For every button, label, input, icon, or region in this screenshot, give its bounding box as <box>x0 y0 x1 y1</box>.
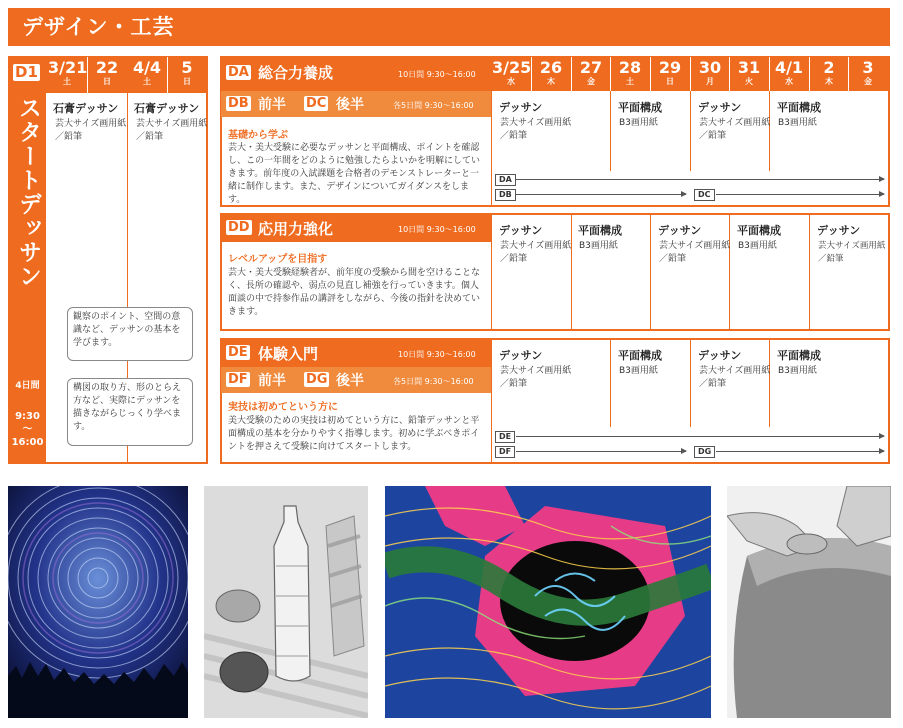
de-cell-1-title: デッサン <box>499 349 543 362</box>
db-time: 各5日間 9:30〜16:00 <box>393 101 474 110</box>
da-arrow <box>516 179 884 180</box>
dd-cell-4-detail: B3画用紙 <box>738 241 777 251</box>
date-4-1: 4/1 水 <box>774 58 804 86</box>
still-life-bottle-drawing <box>204 486 368 718</box>
de-cell-3-detail: 芸大サイズ画用紙 ／鉛筆 <box>699 366 771 389</box>
dg-tag: DG <box>694 446 715 458</box>
dg-code-badge: DG <box>306 372 328 387</box>
de-cell-2-title: 平面構成 <box>618 349 662 362</box>
d1-cell-1-title: 石膏デッサン <box>53 102 119 115</box>
date-3: 3 金 <box>862 58 874 86</box>
da-cell-2-title: 平面構成 <box>618 101 662 114</box>
dc-title: 後半 <box>336 97 364 113</box>
d1-date-4: 5 日 <box>181 58 193 86</box>
dc-arrow <box>716 194 884 195</box>
da-code-badge: DA <box>228 65 249 80</box>
de-cell-4-detail: B3画用紙 <box>778 366 817 376</box>
d1-vertical-title: スタートデッサン <box>15 96 41 288</box>
d1-time-label: 9:30 〜 16:00 <box>11 411 44 448</box>
dg-arrow <box>716 451 884 452</box>
de-tag: DE <box>495 431 515 443</box>
df-time: 各5日間 9:30〜16:00 <box>393 377 474 386</box>
dd-cell-5-detail: 芸大サイズ画用紙 ／鉛筆 <box>818 241 886 264</box>
de-time: 10日間 9:30〜16:00 <box>398 350 476 359</box>
da-cell-3-title: デッサン <box>698 101 742 114</box>
da-cell-4-title: 平面構成 <box>777 101 821 114</box>
dg-title: 後半 <box>336 373 364 389</box>
da-subhead: 基礎から学ぶ <box>228 130 288 141</box>
de-cell-4-title: 平面構成 <box>777 349 821 362</box>
star-trail-artwork <box>8 486 188 718</box>
db-arrow <box>516 194 686 195</box>
dd-cell-3-title: デッサン <box>658 224 702 237</box>
de-cell-3-title: デッサン <box>698 349 742 362</box>
d1-cell-2-detail: 芸大サイズ画用紙 ／鉛筆 <box>136 119 208 142</box>
dd-cell-2-detail: B3画用紙 <box>579 241 618 251</box>
dd-cell-1-title: デッサン <box>499 224 543 237</box>
date-3-25: 3/25 水 <box>492 58 532 86</box>
d1-date-3: 4/4 土 <box>132 58 162 86</box>
de-cell-1-detail: 芸大サイズ画用紙 ／鉛筆 <box>500 366 572 389</box>
da-tag: DA <box>495 174 516 186</box>
da-cell-2-detail: B3画用紙 <box>619 118 658 128</box>
d1-cell-1-detail: 芸大サイズ画用紙 ／鉛筆 <box>55 119 127 142</box>
df-arrow <box>516 451 686 452</box>
df-code-badge: DF <box>228 372 248 387</box>
date-2: 2 木 <box>823 58 835 86</box>
dc-code-badge: DC <box>306 96 327 111</box>
de-cell-2-detail: B3画用紙 <box>619 366 658 376</box>
de-subhead: 実技は初めてという方に <box>228 402 338 413</box>
de-arrow <box>516 436 884 437</box>
date-31: 31 火 <box>737 58 761 86</box>
da-description: 芸大・美大受験に必要なデッサンと平面構成、ポイントを確認し、この一年間をどのように勉強したらよいかを明解にしていきます。前年度の入試課題を合格者のデモンストレーターと一緒に制作します。また、デザインについてガイダンスをします。 <box>228 143 481 205</box>
da-cell-4-detail: B3画用紙 <box>778 118 817 128</box>
da-cell-1-detail: 芸大サイズ画用紙 ／鉛筆 <box>500 118 572 141</box>
da-cell-3-detail: 芸大サイズ画用紙 ／鉛筆 <box>699 118 771 141</box>
dd-code-badge: DD <box>228 220 250 235</box>
dd-time: 10日間 9:30〜16:00 <box>398 225 476 234</box>
df-title: 前半 <box>258 373 286 389</box>
dd-cell-3-detail: 芸大サイズ画用紙 ／鉛筆 <box>659 241 731 264</box>
d1-note-2: 構図の取り方、形のとらえ方など、実際にデッサンを描きながらじっくり学べます。 <box>67 378 193 446</box>
db-code-badge: DB <box>228 96 249 111</box>
hands-drawing <box>727 486 891 718</box>
de-description: 美大受験のための実技は初めてという方に、鉛筆デッサンと平面構成の基本を分かりやすく指導します。初めに学ぶべきポイントを押さえて受験に向けてスタートします。 <box>228 416 480 452</box>
da-time: 10日間 9:30〜16:00 <box>398 70 476 79</box>
db-title: 前半 <box>258 97 286 113</box>
dd-description: 芸大・美大受験経験者が、前年度の受験から間を空けることなく、長所の確認や、弱点の見直し補強を行っていきます。個人面談の中で持参作品の講評をしながら、今後の指針を決めていきます。 <box>228 268 481 317</box>
dd-cell-4-title: 平面構成 <box>737 224 781 237</box>
da-cell-1-title: デッサン <box>499 101 543 114</box>
dd-cell-5-title: デッサン <box>817 224 861 237</box>
d1-code-badge: D1 <box>15 63 38 81</box>
date-30: 30 月 <box>698 58 722 86</box>
de-title: 体験入門 <box>258 345 319 363</box>
date-29: 29 日 <box>658 58 682 86</box>
d1-cell-2-title: 石膏デッサン <box>134 102 200 115</box>
dc-tag: DC <box>694 189 715 201</box>
section-header: デザイン・工芸 <box>8 8 890 46</box>
de-code-badge: DE <box>228 345 248 360</box>
color-composition-artwork <box>385 486 711 718</box>
d1-days-label: 4日間 <box>15 381 40 391</box>
db-tag: DB <box>495 189 516 201</box>
date-27: 27 金 <box>579 58 603 86</box>
df-tag: DF <box>495 446 515 458</box>
dd-cell-1-detail: 芸大サイズ画用紙 ／鉛筆 <box>500 241 572 264</box>
d1-date-1: 3/21 土 <box>48 58 88 86</box>
da-title: 総合力養成 <box>258 64 334 82</box>
dd-subhead: レベルアップを目指す <box>228 254 328 265</box>
d1-note-1: 観察のポイント、空間の意識など、デッサンの基本を学びます。 <box>67 307 193 361</box>
date-28: 28 土 <box>618 58 642 86</box>
dd-cell-2-title: 平面構成 <box>578 224 622 237</box>
d1-date-2: 22 日 <box>95 58 119 86</box>
dd-title: 応用力強化 <box>258 220 334 238</box>
date-26: 26 木 <box>539 58 563 86</box>
